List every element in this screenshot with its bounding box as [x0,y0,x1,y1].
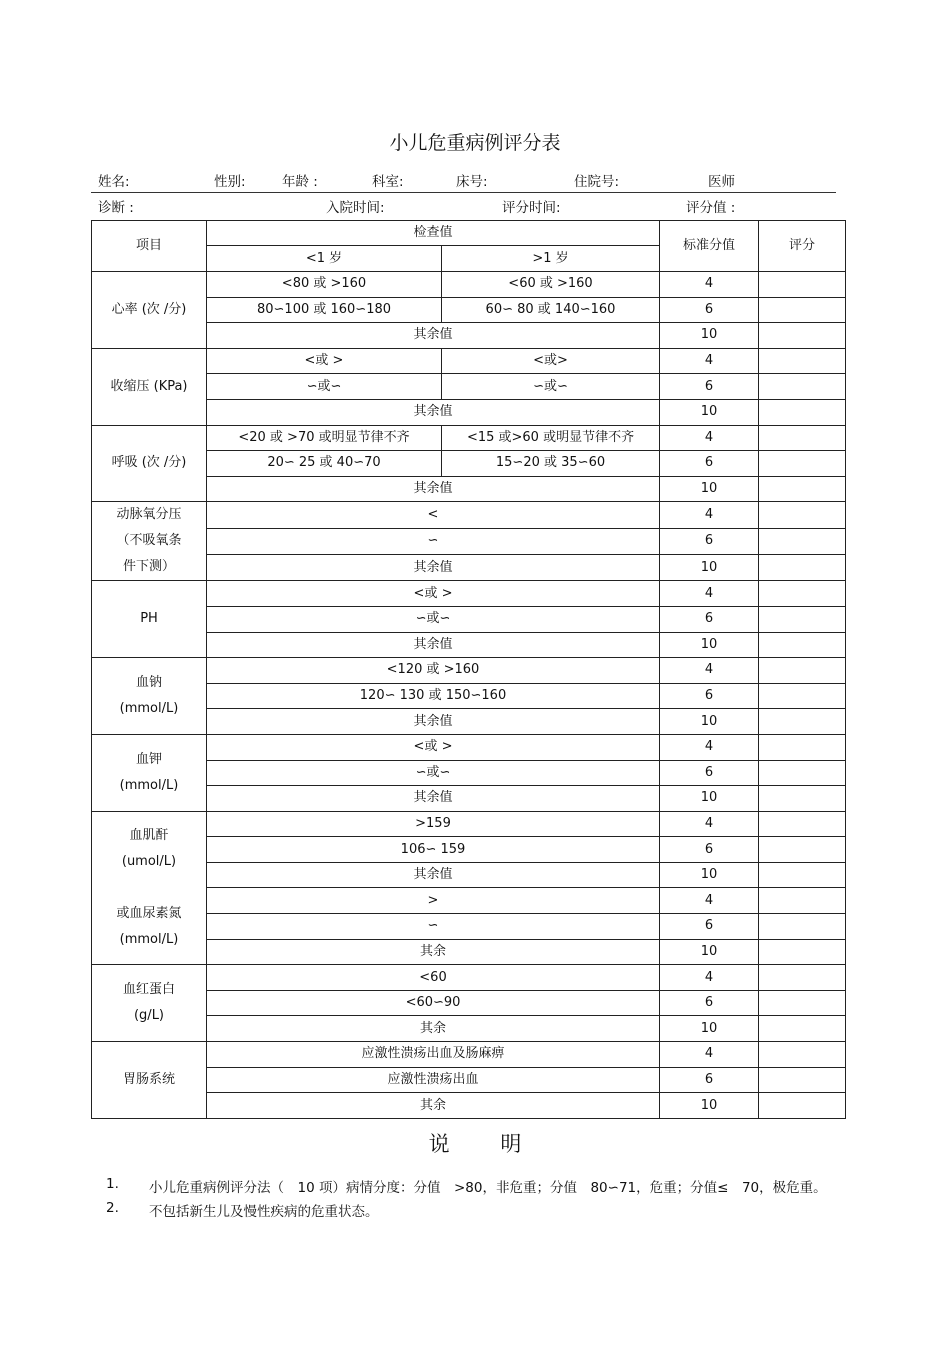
standard-score-cell: 4 [660,965,759,991]
score-input-cell[interactable] [759,658,846,684]
table-row [92,502,846,528]
standard-score-cell: 10 [660,555,759,581]
page-title: 小儿危重病例评分表 [389,132,561,154]
standard-score-cell: 4 [660,658,759,684]
score-input-cell[interactable] [759,683,846,709]
item-label: 呼吸 (次 /分) [92,425,207,502]
check-value-cell: 其余值 [207,476,660,502]
age-over-1-header: >1 岁 [442,246,660,272]
score-input-cell[interactable] [759,965,846,991]
score-input-cell[interactable] [759,862,846,888]
standard-score-cell: 4 [660,1042,759,1068]
standard-score-cell: 6 [660,914,759,940]
check-value-cell: 其余值 [207,323,660,349]
table-row [92,734,846,760]
standard-score-cell: 4 [660,888,759,914]
score-input-cell[interactable] [759,1042,846,1068]
score-input-cell[interactable] [759,323,846,349]
check-value-cell: 其余值 [207,555,660,581]
header-divider [91,192,836,193]
item-label: 血钾 (mmol/L) [92,734,207,811]
check-value-under-1-cell: <或 > [207,348,442,374]
score-table-body [92,221,846,1119]
table-row [92,811,846,837]
check-value-over-1-cell: <60 或 >160 [442,272,660,298]
item-label: 血红蛋白 (g/L) [92,965,207,1042]
score-input-cell[interactable] [759,502,846,528]
standard-score-cell: 4 [660,811,759,837]
score-input-cell[interactable] [759,555,846,581]
note-2-text: 不包括新生儿及慢性疾病的危重状态。 [149,1204,379,1220]
item-label: 收缩压 (KPa) [92,348,207,425]
score-input-cell[interactable] [759,606,846,632]
diagnosis-label: 诊断 : [98,200,134,216]
check-value-cell: 其余值 [207,862,660,888]
check-value-cell: 其余 [207,1016,660,1042]
item-label: 胃肠系统 [92,1042,207,1119]
score-input-cell[interactable] [759,888,846,914]
standard-score-header: 标准分值 [660,221,759,272]
name-label: 姓名: [98,174,130,190]
standard-score-cell: 10 [660,786,759,812]
check-value-cell: <60 [207,965,660,991]
standard-score-cell: 6 [660,374,759,400]
standard-score-cell: 10 [660,323,759,349]
standard-score-cell: 4 [660,581,759,607]
check-value-cell: 其余 [207,1093,660,1119]
score-input-cell[interactable] [759,1093,846,1119]
score-input-cell[interactable] [759,374,846,400]
item-header: 项目 [92,221,207,272]
score-value-label: 评分值 : [686,200,736,216]
score-input-cell[interactable] [759,581,846,607]
standard-score-cell: 10 [660,709,759,735]
score-input-cell[interactable] [759,272,846,298]
standard-score-cell: 4 [660,348,759,374]
standard-score-cell: 6 [660,297,759,323]
score-input-cell[interactable] [759,528,846,554]
standard-score-cell: 10 [660,1093,759,1119]
check-value-under-1-cell: 20∽ 25 或 40∽70 [207,451,442,477]
standard-score-cell: 4 [660,425,759,451]
check-value-cell: 其余值 [207,709,660,735]
check-value-over-1-cell: 60∽ 80 或 140∽160 [442,297,660,323]
check-value-cell: > [207,888,660,914]
score-input-cell[interactable] [759,990,846,1016]
check-value-cell: ∽ [207,914,660,940]
check-value-cell: <120 或 >160 [207,658,660,684]
table-row [92,348,846,374]
check-value-cell: ∽或∽ [207,606,660,632]
standard-score-cell: 6 [660,451,759,477]
note-1-number: 1. [106,1176,119,1192]
standard-score-cell: 10 [660,1016,759,1042]
department-label: 科室: [372,174,404,190]
score-input-cell[interactable] [759,786,846,812]
table-row [92,658,846,684]
standard-score-cell: 6 [660,760,759,786]
check-value-cell: >159 [207,811,660,837]
score-input-cell[interactable] [759,451,846,477]
table-row [92,425,846,451]
standard-score-cell: 4 [660,502,759,528]
table-row [92,581,846,607]
check-value-cell: 其余 [207,939,660,965]
check-value-cell: 应激性溃疡出血及肠麻痹 [207,1042,660,1068]
standard-score-cell: 6 [660,683,759,709]
standard-score-cell: 10 [660,939,759,965]
check-value-over-1-cell: <或> [442,348,660,374]
check-value-cell: ∽ [207,528,660,554]
check-value-cell: 其余值 [207,786,660,812]
check-value-under-1-cell: ∽或∽ [207,374,442,400]
bed-number-label: 床号: [456,174,488,190]
score-input-cell[interactable] [759,811,846,837]
note-2-number: 2. [106,1200,119,1216]
score-input-cell[interactable] [759,399,846,425]
check-value-cell: 其余值 [207,632,660,658]
table-row [92,1042,846,1068]
age-label: 年龄 : [282,174,318,190]
admission-time-label: 入院时间: [326,200,385,216]
score-input-cell[interactable] [759,914,846,940]
score-input-cell[interactable] [759,348,846,374]
score-input-cell[interactable] [759,425,846,451]
check-value-over-1-cell: 15∽20 或 35∽60 [442,451,660,477]
score-input-cell[interactable] [759,760,846,786]
standard-score-cell: 6 [660,528,759,554]
note-1-text: 小儿危重病例评分法（ 10 项）病情分度：分值 >80，非危重；分值 80∽71，危重；分值≤ 70，极危重。 [149,1180,827,1196]
item-label: 动脉氧分压 （不吸氧条 件下测） [92,502,207,581]
score-input-cell[interactable] [759,632,846,658]
check-value-cell: 其余值 [207,399,660,425]
check-value-cell: <或 > [207,734,660,760]
check-value-header: 检查值 [207,221,660,246]
check-value-cell: < [207,502,660,528]
standard-score-cell: 10 [660,476,759,502]
score-input-cell[interactable] [759,476,846,502]
check-value-cell: <60∽90 [207,990,660,1016]
score-header: 评分 [759,221,846,272]
standard-score-cell: 10 [660,862,759,888]
check-value-under-1-cell: <80 或 >160 [207,272,442,298]
score-input-cell[interactable] [759,939,846,965]
doctor-label: 医师 [708,174,735,190]
score-input-cell[interactable] [759,837,846,863]
standard-score-cell: 6 [660,606,759,632]
check-value-over-1-cell: <15 或>60 或明显节律不齐 [442,425,660,451]
standard-score-cell: 10 [660,632,759,658]
score-input-cell[interactable] [759,709,846,735]
gender-label: 性别: [214,174,246,190]
check-value-cell: <或 > [207,581,660,607]
hospital-number-label: 住院号: [574,174,620,190]
item-label: 心率 (次 /分) [92,272,207,349]
standard-score-cell: 6 [660,1067,759,1093]
table-row [92,965,846,991]
scoring-time-label: 评分时间: [502,200,561,216]
score-input-cell[interactable] [759,297,846,323]
score-table [91,220,846,1119]
check-value-cell: 120∽ 130 或 150∽160 [207,683,660,709]
check-value-cell: 106∽ 159 [207,837,660,863]
standard-score-cell: 10 [660,399,759,425]
score-input-cell[interactable] [759,1016,846,1042]
check-value-over-1-cell: ∽或∽ [442,374,660,400]
check-value-under-1-cell: 80∽100 或 160∽180 [207,297,442,323]
standard-score-cell: 6 [660,990,759,1016]
check-value-cell: 应激性溃疡出血 [207,1067,660,1093]
age-under-1-header: <1 岁 [207,246,442,272]
item-label: 血肌酐 (umol/L) 或血尿素氮 (mmol/L) [92,811,207,965]
standard-score-cell: 4 [660,734,759,760]
standard-score-cell: 4 [660,272,759,298]
check-value-cell: ∽或∽ [207,760,660,786]
score-input-cell[interactable] [759,1067,846,1093]
item-label: 血钠 (mmol/L) [92,658,207,735]
check-value-under-1-cell: <20 或 >70 或明显节律不齐 [207,425,442,451]
standard-score-cell: 6 [660,837,759,863]
table-row [92,272,846,298]
notes-title: 说 明 [428,1132,544,1156]
score-input-cell[interactable] [759,734,846,760]
item-label: PH [92,581,207,658]
